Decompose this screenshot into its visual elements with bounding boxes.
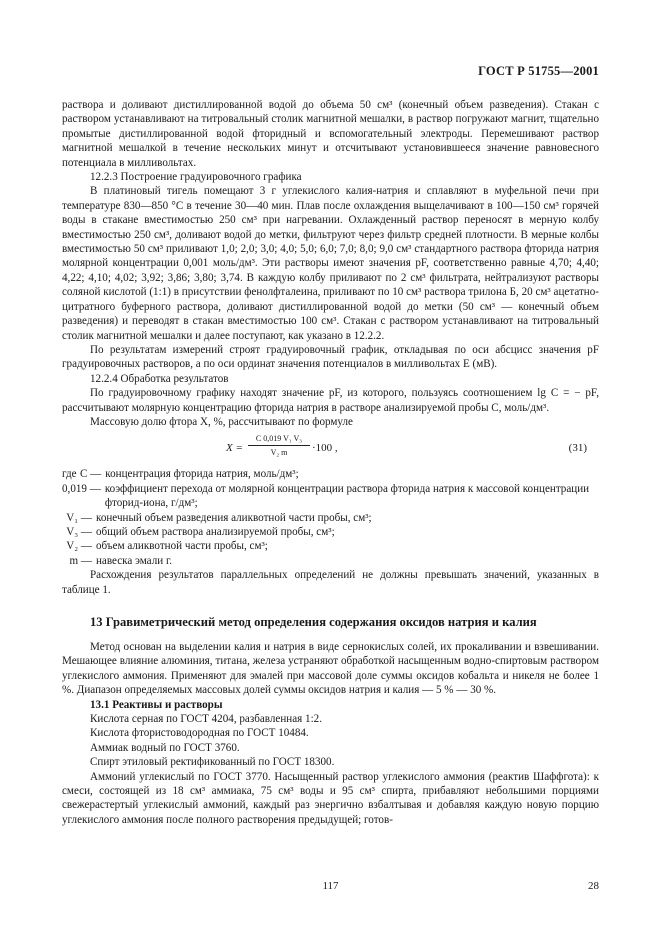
definition-row [62, 511, 599, 525]
paragraph: В платиновый тигель помещают 3 г углекислого калия-натрия и сплавляют в муфельной печи при температуре 830—850 °С в течение 30—40 мин. Плав после охлаждения выщелачивают в 100—150 см³ горячей воды в стакане вместимостью 250 см³ при нагревании. Охлажденный раствор переносят в мерную колбу вместимостью 250 см³, доливают водой до метки, фильтруют через фильтр средней плотности. В мерные колбы вместимостью 50 см³ приливают 1,0; 2,0; 3,0; 4,0; 5,0; 6,0; 7,0; 8,0; 9,0 см³ стандартного раствора фторида натрия молярной концентрации 0,001 моль/дм³. Эти растворы имеют значения pF, соответственно равные 4,70; 4,40; 4,22; 4,10; 4,02; 3,92; 3,86; 3,80; 3,74. В каждую колбу приливают по 2 см³ фильтрата, нейтрализуют растворы соляной кислотой (1:1) в присутствии фенолфталеина, приливают по 10 см³ раствора трилона Б, 20 см³ ацетатно-цитратного буферного раствора, доливают дистиллированной водой до метки (50 см³ — конечный объем разведения) и переводят в стакан вместимостью 100 см³. Стакан с раствором устанавливают на титровальный столик магнитной мешалки и далее поступают, как указано в 12.2.2. [62, 185, 599, 342]
paragraph: Расхождения результатов параллельных определений не должны превышать значений, указанных в таблице 1. [62, 569, 599, 596]
page-body [62, 98, 599, 827]
formula-fraction [248, 433, 310, 458]
formula-number: (31) [568, 442, 587, 455]
def-symbol: m — [69, 554, 92, 567]
formula-lhs: X = [226, 442, 243, 455]
subsection-title: 13.1 Реактивы и растворы [90, 698, 223, 711]
paragraph: Метод основан на выделении калия и натрия в виде сернокислых солей, их прокаливании и взвешивании. Мешающее влияние алюминия, титана, железа устраняют обработкой насыщенным водно-спиртовым раствором углекислого аммония. Применяют для эмалей при массовой доле суммы оксидов кобальта и никеля не более 1 %. Диапазон определяемых массовых долей суммы оксидов натрия и калия — 5 % — 30 %. [62, 641, 599, 697]
def-text: общий объем раствора анализируемой пробы, см³; [96, 525, 335, 538]
paragraph: раствора и доливают дистиллированной водой до объема 50 см³ (конечный объем разведения). Стакан с раствором устанавливают на титровальный столик магнитной мешалки, в раствор погружают магнит, тщательно промытые дистиллированной водой фторидный и вспомогательный электроды. Перемешивают раствор магнитной мешалкой в течение нескольких минут и отсчитывают установившееся значение равновесного потенциала в милливольтах. [62, 99, 599, 169]
def-symbol: V₁ — [66, 511, 92, 524]
formula-denominator: V₂ m [270, 448, 288, 458]
paragraph: Массовую долю фтора X, %, рассчитывают по формуле [90, 415, 353, 428]
def-symbol: 0,019 — [62, 482, 101, 495]
definition-row [62, 467, 599, 481]
document-header: ГОСТ Р 51755—2001 [478, 64, 599, 78]
definition-row [62, 482, 599, 511]
reagent-item: Аммиак водный по ГОСТ 3760. [90, 741, 240, 754]
page-number-right: 28 [588, 880, 599, 892]
subsection-heading: 12.2.4 Обработка результатов [90, 372, 229, 385]
def-text: конечный объем разведения аликвотной части пробы, см³; [96, 511, 372, 524]
def-text: объем аликвотной части пробы, см³; [96, 540, 268, 553]
reagent-item: Кислота серная по ГОСТ 4204, разбавленная 1:2. [90, 713, 322, 726]
section-title: 13 Гравиметрический метод определения содержания оксидов натрия и калия [90, 615, 537, 629]
paragraph: По результатам измерений строят градуировочный график, откладывая по оси абсцисс значения pF градуировочных растворов, а по оси ординат значения потенциалов в милливольтах E (мВ). [62, 343, 599, 371]
subsection-heading: 12.2.3 Построение градуировочного графика [90, 171, 302, 184]
page-number-center: 117 [322, 880, 339, 892]
formula-31 [62, 431, 599, 465]
formula-numerator: C 0,019 V₁ V₃ [255, 434, 303, 444]
def-symbol: C — [80, 468, 102, 481]
fraction-bar [248, 445, 310, 446]
formula-tail: ·100 , [312, 442, 338, 455]
paragraph: По градуировочному графику находят значение pF, из которого, пользуясь соотношением lg C = − pF, рассчитывают молярную концентрацию фторида натрия в растворе анализируемой пробы C, моль/дм³. [62, 387, 599, 414]
def-text: коэффициент перехода от молярной концентрации раствора фторида натрия к массовой концентрации фторид-иона, г/дм³; [104, 482, 590, 510]
reagent-item: Кислота фтористоводородная по ГОСТ 10484. [90, 727, 309, 740]
reagent-item: Спирт этиловый ректификованный по ГОСТ 18300. [90, 756, 335, 769]
def-text: концентрация фторида натрия, моль/дм³; [105, 468, 299, 481]
variable-definitions [62, 467, 599, 568]
def-symbol: V₂ — [66, 540, 92, 553]
reagent-item: Аммоний углекислый по ГОСТ 3770. Насыщенный раствор углекислого аммония (реактив Шаффгота): к смеси, состоящей из 18 см³ аммиака, 75 см³ воды и 95 см³ спирта, прибавляют небольшими порциями свежерастертый углекислый аммоний, каждый раз энергично взбалтывая и добавляя каждую новую порцию углекислого аммония после полного растворения предыдущей; готов- [62, 770, 599, 826]
definition-row [62, 554, 599, 568]
where-label: где [62, 468, 77, 481]
def-text: навеска эмали г. [96, 554, 173, 567]
def-symbol: V₃ — [66, 525, 92, 538]
definition-row [62, 539, 599, 553]
definition-row [62, 525, 599, 539]
